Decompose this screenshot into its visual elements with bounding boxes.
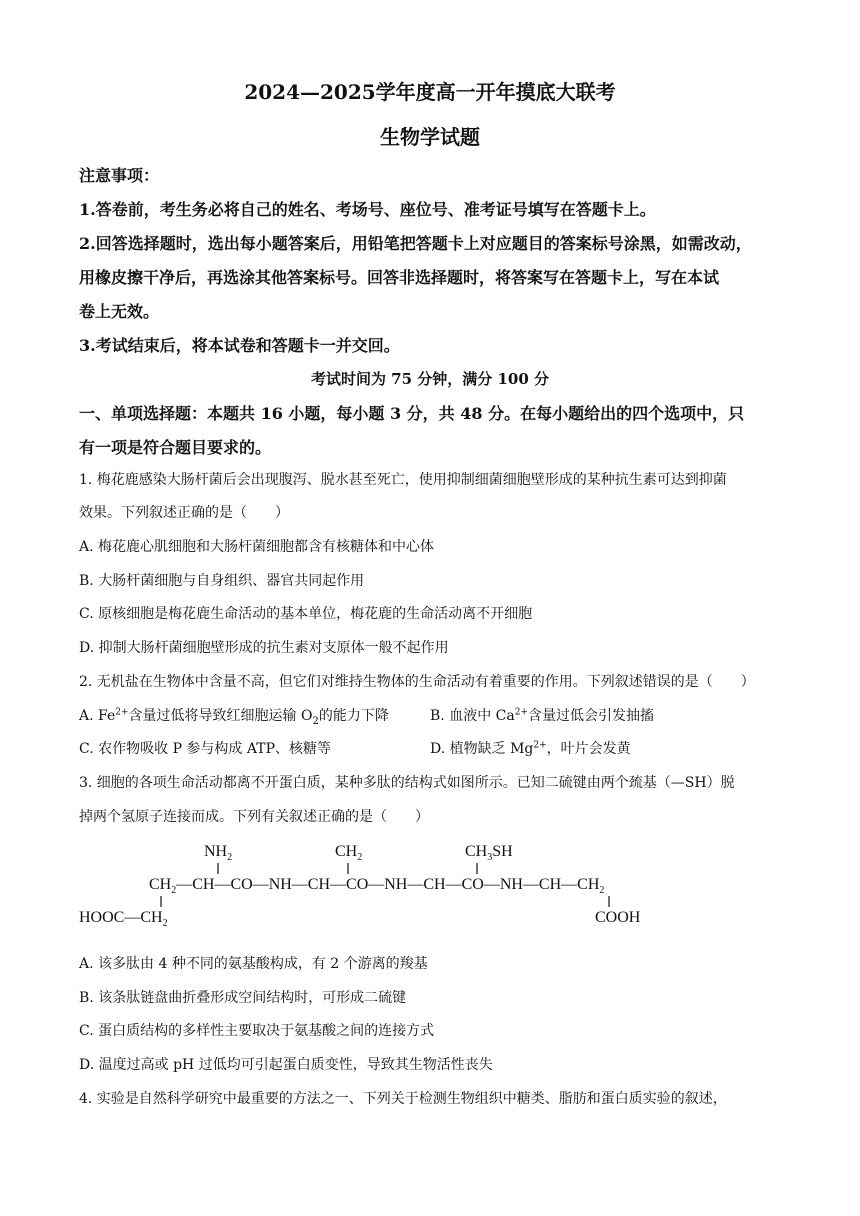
formula-main-chain: $CH_2—CH—CO—NH—CH—CO—NH—CH—CO—NH—CH—CH_2$ bbox=[149, 876, 605, 896]
formula-ch2-top: $CH_2$ bbox=[335, 843, 363, 863]
q1-stem-line-1: 1. 梅花鹿感染大肠杆菌后会出现腹泻、脱水甚至死亡，使用抑制细菌细胞壁形成的某种抗生素可达到抑菌 bbox=[79, 472, 727, 488]
q2-option-c: C. 农作物吸收 P 参与构成 ATP、核糖等 bbox=[79, 741, 331, 757]
q2-stem: 2. 无机盐在生物体中含量不高，但它们对维持生物体的生命活动有着重要的作用。下列叙述错误的是（ ） bbox=[79, 674, 755, 690]
polypeptide-structure-diagram bbox=[79, 838, 719, 934]
notice-item-1: 1.答卷前，考生务必将自己的姓名、考场号、座位号、准考证号填写在答题卡上。 bbox=[79, 200, 656, 219]
formula-hooc-ch2: $HOOC—CH_2$ bbox=[79, 909, 168, 929]
formula-ch3sh: $CH_3SH$ bbox=[465, 843, 513, 863]
q3-option-b: B. 该条肽链盘曲折叠形成空间结构时，可形成二硫键 bbox=[79, 990, 407, 1006]
q2-option-b: B. 血液中 $Ca^{2+}$含量过低会引发抽搐 bbox=[430, 707, 654, 724]
q4-stem-line-1: 4. 实验是自然科学研究中最重要的方法之一、下列关于检测生物组织中糖类、脂肪和蛋白质实验的叙述， bbox=[79, 1091, 727, 1107]
notice-item-2-line-1: 2.回答选择题时，选出每小题答案后，用铅笔把答题卡上对应题目的答案标号涂黑，如需改动， bbox=[79, 234, 752, 253]
notice-item-2-line-2: 用橡皮擦干净后，再选涂其他答案标号。回答非选择题时，将答案写在答题卡上，写在本试 bbox=[79, 268, 720, 287]
formula-cooh: COOH bbox=[595, 909, 641, 926]
q3-stem-line-2: 掉两个氢原子连接而成。下列有关叙述正确的是（ ） bbox=[79, 809, 429, 825]
q1-option-b: B. 大肠杆菌细胞与自身组织、器官共同起作用 bbox=[79, 573, 365, 589]
section-1-heading-line-1: 一、单项选择题：本题共 16 小题，每小题 3 分，共 48 分。在每小题给出的四个选项中，只 bbox=[79, 404, 745, 423]
q2-option-d: D. 植物缺乏 $Mg^{2+}$，叶片会发黄 bbox=[430, 740, 631, 757]
notice-item-3: 3.考试结束后，将本试卷和答题卡一并交回。 bbox=[79, 336, 400, 355]
q3-option-a: A. 该多肽由 4 种不同的氨基酸构成，有 2 个游离的羧基 bbox=[79, 956, 428, 972]
q3-option-c: C. 蛋白质结构的多样性主要取决于氨基酸之间的连接方式 bbox=[79, 1023, 435, 1039]
exam-subtitle: 生物学试题 bbox=[380, 125, 480, 149]
notice-heading: 注意事项： bbox=[79, 166, 160, 185]
exam-title: 2024—2025学年度高一开年摸底大联考 bbox=[244, 80, 616, 104]
section-1-heading-line-2: 有一项是符合题目要求的。 bbox=[79, 438, 272, 457]
notice-item-2-line-3: 卷上无效。 bbox=[79, 302, 160, 321]
q1-stem-line-2: 效果。下列叙述正确的是（ ） bbox=[79, 505, 289, 521]
exam-time-info: 考试时间为 75 分钟，满分 100 分 bbox=[310, 370, 550, 388]
q3-stem-line-1: 3. 细胞的各项生命活动都离不开蛋白质，某种多肽的结构式如图所示。已知二硫键由两个巯基（—SH）脱 bbox=[79, 775, 735, 791]
formula-nh2: $NH_2$ bbox=[204, 843, 233, 863]
q1-option-c: C. 原核细胞是梅花鹿生命活动的基本单位，梅花鹿的生命活动离不开细胞 bbox=[79, 606, 533, 622]
q2-option-a: A. $Fe^{2+}$含量过低将导致红细胞运输 $O_2$的能力下降 bbox=[79, 707, 389, 727]
q3-option-d: D. 温度过高或 pH 过低均可引起蛋白质变性，导致其生物活性丧失 bbox=[79, 1057, 493, 1073]
q1-option-a: A. 梅花鹿心肌细胞和大肠杆菌细胞都含有核糖体和中心体 bbox=[79, 539, 435, 555]
q1-option-d: D. 抑制大肠杆菌细胞壁形成的抗生素对支原体一般不起作用 bbox=[79, 640, 449, 656]
